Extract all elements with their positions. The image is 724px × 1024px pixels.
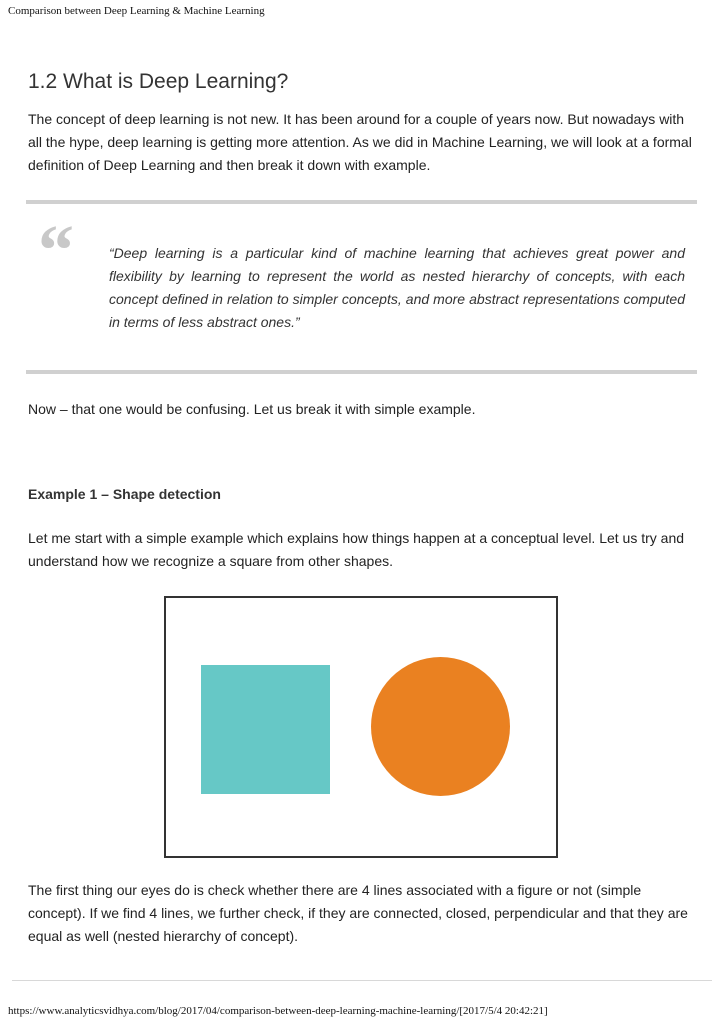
footer-divider bbox=[12, 980, 712, 981]
example-intro-paragraph: Let me start with a simple example which explains how things happen at a conceptual level. Let us try and understand how we recognize a square from other shapes. bbox=[28, 530, 685, 569]
after-quote-paragraph: Now – that one would be confusing. Let us break it with simple example. bbox=[28, 401, 476, 417]
section-title: 1.2 What is Deep Learning? bbox=[28, 70, 289, 93]
print-header: Comparison between Deep Learning & Machine Learning bbox=[8, 5, 265, 17]
square-shape bbox=[201, 665, 330, 794]
quote-text: “Deep learning is a particular kind of machine learning that achieves great power and flexibility by learning to represent the world as nested hierarchy of concepts, with each concept defined in relation to simpler concepts, and more abstract representations computed in terms of less abstract ones.” bbox=[109, 245, 685, 330]
quote-mark-icon: “ bbox=[38, 210, 74, 290]
shape-figure bbox=[164, 596, 558, 858]
closing-paragraph: The first thing our eyes do is check whether there are 4 lines associated with a figure or not (simple concept). If we find 4 lines, we further check, if they are connected, closed, perpendicular and that they are equal as well (nested hierarchy of concept). bbox=[28, 882, 688, 944]
example-heading: Example 1 – Shape detection bbox=[28, 486, 221, 502]
intro-paragraph: The concept of deep learning is not new. It has been around for a couple of years now. But nowadays with all the hype, deep learning is getting more attention. As we did in Machine Learning, we will look at a formal definition of Deep Learning and then break it down with example. bbox=[28, 111, 692, 173]
circle-shape bbox=[371, 657, 510, 796]
print-footer-url: https://www.analyticsvidhya.com/blog/2017/04/comparison-between-deep-learning-machine-learning/[2017/5/4 20:42:21] bbox=[8, 1005, 548, 1017]
blockquote bbox=[26, 200, 697, 374]
